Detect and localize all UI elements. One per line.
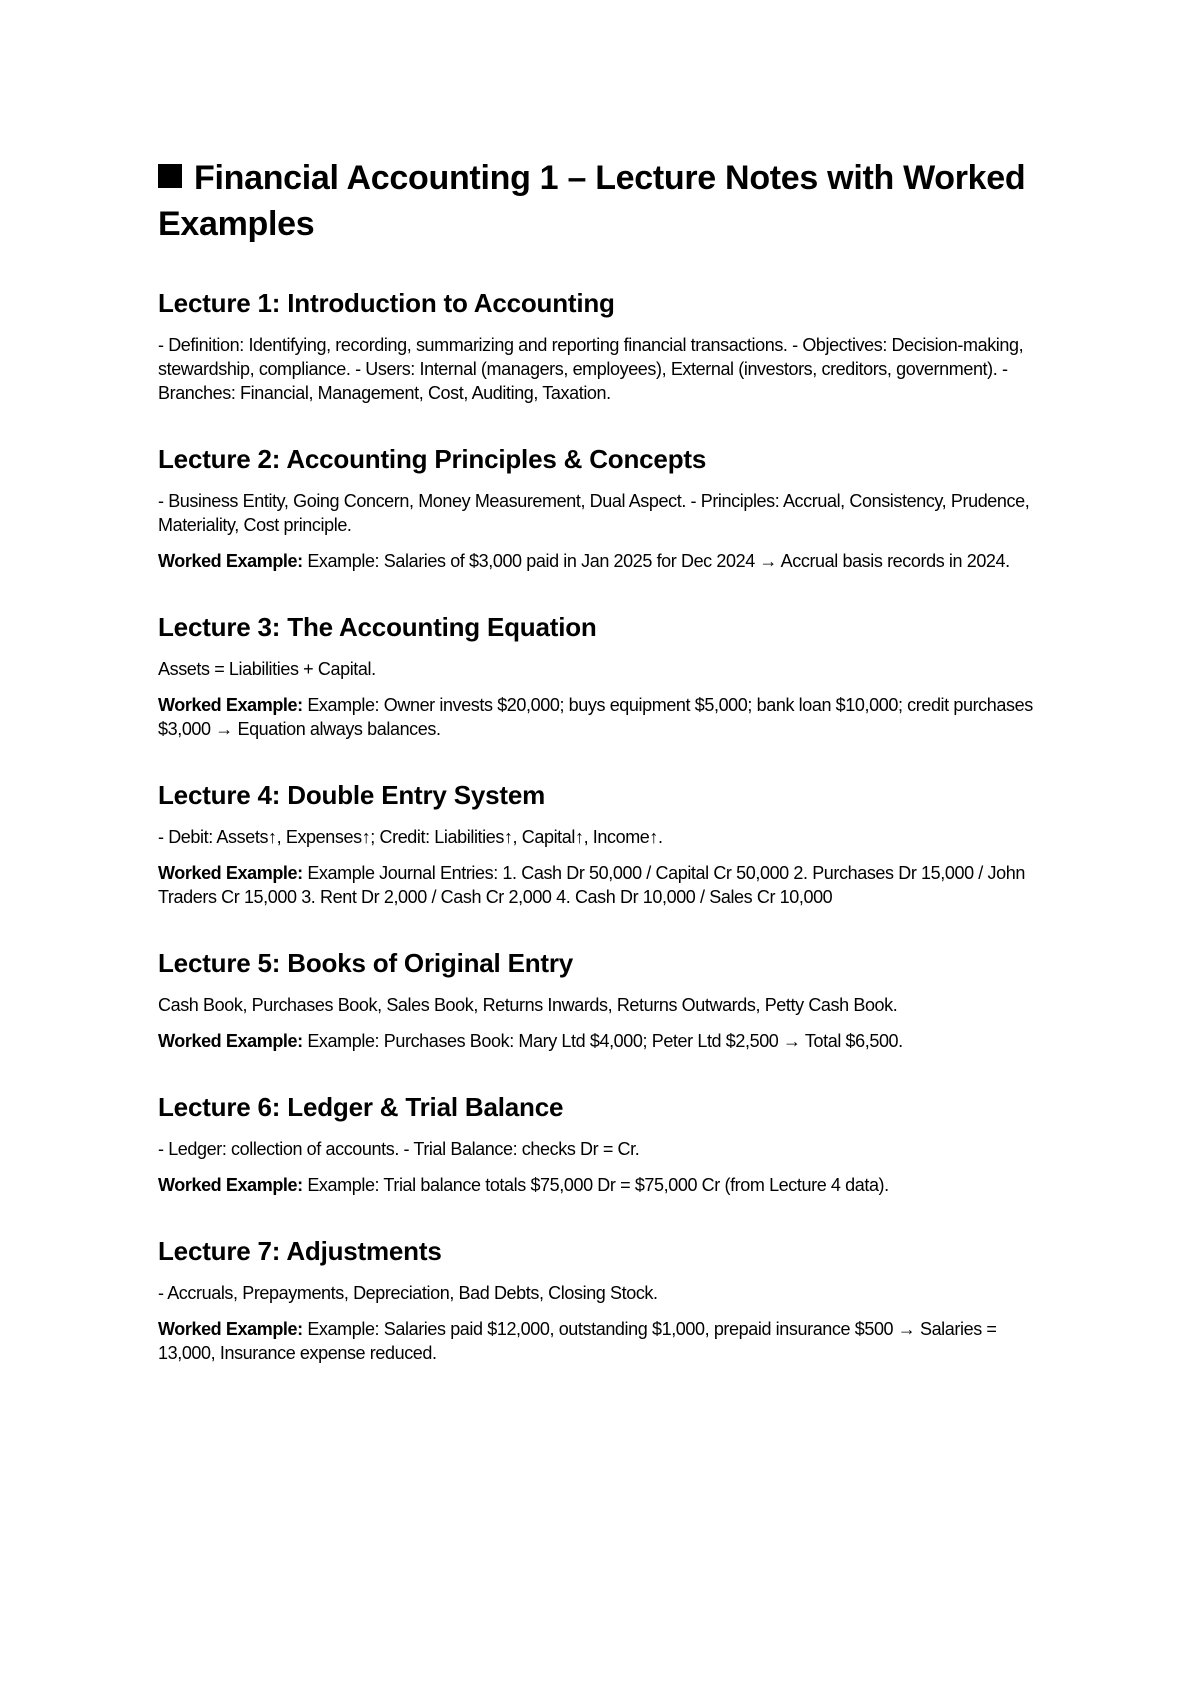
lecture-heading: Lecture 7: Adjustments [158,1236,442,1266]
worked-example-text: Example: Salaries paid $12,000, outstanding $1,000, prepaid insurance $500 → Salaries = 13,000, Insurance expense reduced. [158,1319,997,1363]
worked-example-label: Worked Example: [158,1175,303,1195]
worked-example-text: Example: Salaries of $3,000 paid in Jan 2025 for Dec 2024 → Accrual basis records in 2024. [307,551,1010,571]
worked-example [158,693,1058,741]
lecture-heading: Lecture 2: Accounting Principles & Concepts [158,444,707,474]
document-title [158,155,1058,247]
lecture-heading: Lecture 6: Ledger & Trial Balance [158,1092,564,1122]
worked-example-label: Worked Example: [158,863,303,883]
black-square-icon [158,164,182,188]
lecture-body: - Business Entity, Going Concern, Money Measurement, Dual Aspect. - Principles: Accrual, Consistency, Prudence, Materiality, Cost principle. [158,491,1030,535]
document-page [158,155,1058,1403]
lecture-body: - Accruals, Prepayments, Depreciation, Bad Debts, Closing Stock. [158,1283,658,1303]
lecture-section-2 [158,443,1058,573]
worked-example-text: Example Journal Entries: 1. Cash Dr 50,000 / Capital Cr 50,000 2. Purchases Dr 15,000 / John Traders Cr 15,000 3. Rent Dr 2,000 / Cash Cr 2,000 4. Cash Dr 10,000 / Sales Cr 10,000 [158,863,1025,907]
lecture-heading: Lecture 4: Double Entry System [158,780,545,810]
lecture-body: Cash Book, Purchases Book, Sales Book, Returns Inwards, Returns Outwards, Petty Cash Book. [158,995,898,1015]
lecture-section-6 [158,1091,1058,1197]
lecture-section-5 [158,947,1058,1053]
worked-example [158,861,1058,909]
worked-example-label: Worked Example: [158,1319,303,1339]
lecture-body: - Definition: Identifying, recording, summarizing and reporting financial transactions. - Objectives: Decision-making, stewardship, compliance. - Users: Internal (managers, employees), External (investors, creditors, government). - Branches: Financial, Management, Cost, Auditing, Taxation. [158,335,1024,403]
lecture-section-7 [158,1235,1058,1365]
worked-example-label: Worked Example: [158,695,303,715]
lecture-heading: Lecture 3: The Accounting Equation [158,612,597,642]
worked-example [158,1173,1058,1197]
worked-example [158,1029,1058,1053]
lecture-body: - Debit: Assets↑, Expenses↑; Credit: Liabilities↑, Capital↑, Income↑. [158,827,663,847]
lecture-heading: Lecture 1: Introduction to Accounting [158,288,615,318]
lecture-section-4 [158,779,1058,909]
worked-example-text: Example: Purchases Book: Mary Ltd $4,000; Peter Ltd $2,500 → Total $6,500. [307,1031,903,1051]
worked-example-text: Example: Trial balance totals $75,000 Dr = $75,000 Cr (from Lecture 4 data). [307,1175,889,1195]
lecture-section-3 [158,611,1058,741]
document-title-text: Financial Accounting 1 – Lecture Notes with Worked Examples [158,159,1026,243]
worked-example-label: Worked Example: [158,1031,303,1051]
worked-example [158,1317,1058,1365]
lecture-section-1 [158,287,1058,405]
lecture-heading: Lecture 5: Books of Original Entry [158,948,574,978]
worked-example-label: Worked Example: [158,551,303,571]
lecture-body: - Ledger: collection of accounts. - Trial Balance: checks Dr = Cr. [158,1139,640,1159]
worked-example-text: Example: Owner invests $20,000; buys equipment $5,000; bank loan $10,000; credit purchases $3,000 → Equation always balances. [158,695,1033,739]
worked-example [158,549,1058,573]
lecture-body: Assets = Liabilities + Capital. [158,659,376,679]
